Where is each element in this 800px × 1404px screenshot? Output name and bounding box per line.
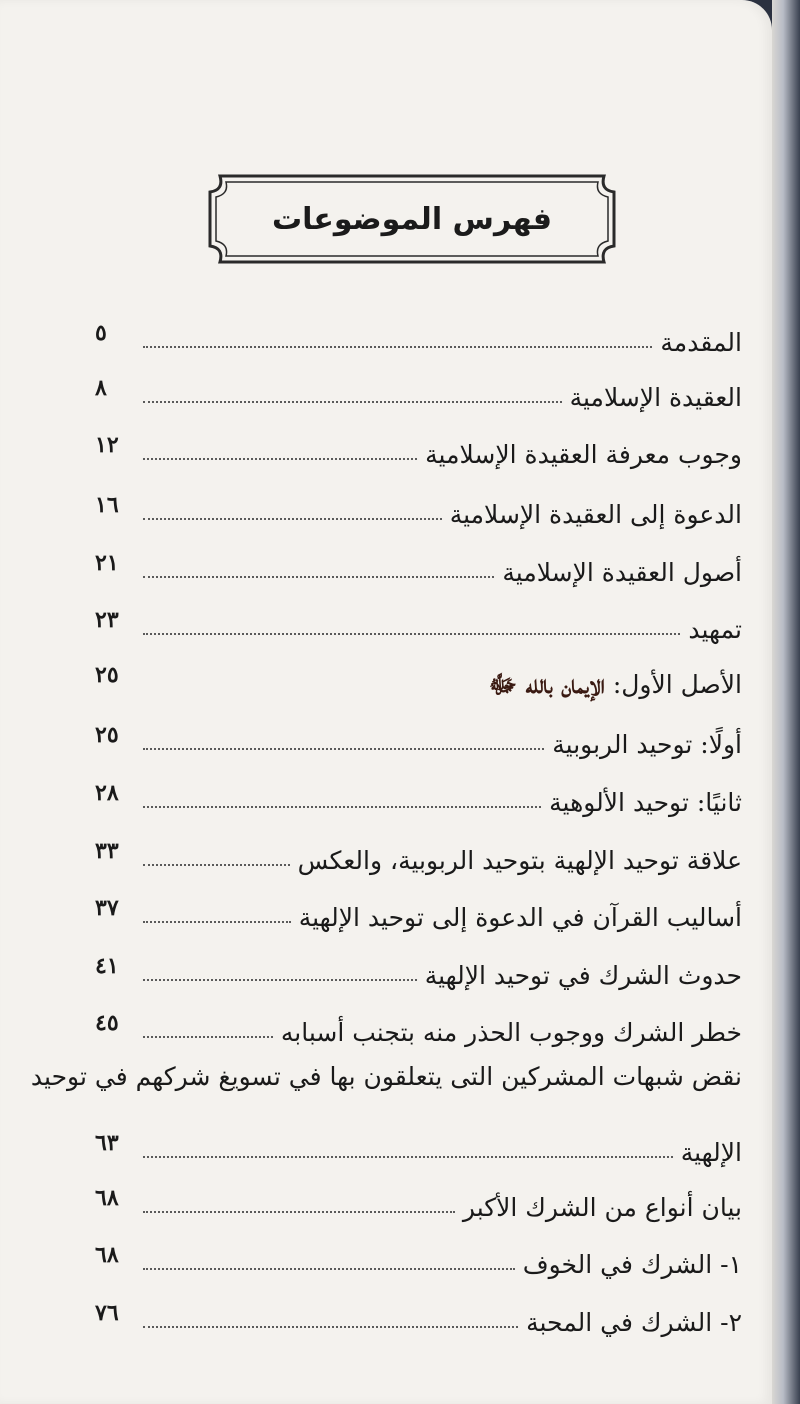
toc-entry-label: أصول العقيدة الإسلامية [502,558,742,587]
leader-dots [143,1211,455,1213]
toc-entry-label: العقيدة الإسلامية [569,383,742,412]
toc-entry [95,1280,742,1340]
leader-dots [143,1268,515,1270]
toc-entry [95,933,742,993]
leader-dots [143,576,494,578]
toc-entry [95,818,742,878]
toc-entry-label: المقدمة [660,328,742,357]
toc-entry-label [489,670,742,702]
toc-page-number: ٦٣ [95,1130,119,1156]
toc-page-number: ١٦ [95,492,119,518]
leader-dots [143,518,442,520]
toc-page-number: ٢١ [95,550,119,576]
toc-entry-label: حدوث الشرك في توحيد الإلهية [424,961,742,990]
toc-entry-label: بيان أنواع من الشرك الأكبر [462,1193,742,1222]
toc-page-number: ٤١ [95,953,119,979]
toc-entry-label: وجوب معرفة العقيدة الإسلامية [425,440,742,469]
toc-entry [95,1222,742,1282]
toc-page-number: ٦٨ [95,1185,119,1211]
toc-page-number: ٤٥ [95,1010,119,1036]
toc-entry-label: ثانيًا: توحيد الألوهية [549,788,742,817]
toc-page-number: ٢٨ [95,780,119,806]
leader-dots [143,458,417,460]
toc-page-number: ٢٥ [95,662,119,688]
leader-dots [143,401,562,403]
toc-entry-label: خطر الشرك ووجوب الحذر منه بتجنب أسبابه [280,1018,742,1047]
toc-entry [95,587,742,647]
toc-entry [95,530,742,590]
toc-entry [95,472,742,532]
leader-dots [143,633,680,635]
toc-entry [95,875,742,935]
leader-dots [143,1326,518,1328]
toc-page-number: ٣٣ [95,838,119,864]
toc-entry [95,355,742,415]
toc-entry [95,702,742,762]
toc-entry [95,1165,742,1225]
toc-entry-label-prefix: الأصل الأول: [612,670,742,699]
toc-entry-label: تمهيد [688,615,742,644]
toc-entry-label: ١- الشرك في الخوف [522,1250,742,1279]
leader-dots [143,921,291,923]
toc-entry [95,1110,742,1170]
toc-entry [95,412,742,472]
toc-entry-label: أساليب القرآن في الدعوة إلى توحيد الإلهية [298,903,742,932]
leader-dots [143,748,544,750]
leader-dots [143,346,652,348]
toc-page-number: ٧٦ [95,1300,119,1326]
leader-dots [143,688,481,690]
toc-page-number: ٣٧ [95,895,119,921]
leader-dots [143,1036,273,1038]
toc-page-number: ١٢ [95,432,119,458]
toc-entry [95,760,742,820]
toc-page-number: ٢٥ [95,722,119,748]
toc-entry-label: الإلهية [680,1138,742,1167]
toc-entry [95,300,742,360]
toc-entry-label: الدعوة إلى العقيدة الإسلامية [449,500,742,529]
leader-dots [143,864,290,866]
toc-entry-label: علاقة توحيد الإلهية بتوحيد الربوبية، والعكس [297,846,742,875]
toc-entry [95,990,742,1050]
toc-page-number: ٦٨ [95,1242,119,1268]
toc-entry-label: أولًا: توحيد الربوبية [552,730,742,759]
toc-page-number: ٨ [95,375,107,401]
toc-entry-label-emphasis: الإيمان بالله ﷻ [488,670,605,699]
toc-entry [95,642,742,702]
toc-page-number: ٥ [95,320,107,346]
page-title: فهرس الموضوعات [271,201,553,237]
leader-dots [143,979,417,981]
toc-entry-label: ٢- الشرك في المحبة [526,1308,742,1337]
leader-dots [143,1156,673,1158]
leader-dots [143,806,541,808]
toc-entry-label-line1: نقض شبهات المشركين التى يتعلقون بها في تسويغ شركهم في توحيد [30,1062,742,1091]
toc-page-number: ٢٣ [95,607,119,633]
book-spine-edge [772,0,800,1404]
